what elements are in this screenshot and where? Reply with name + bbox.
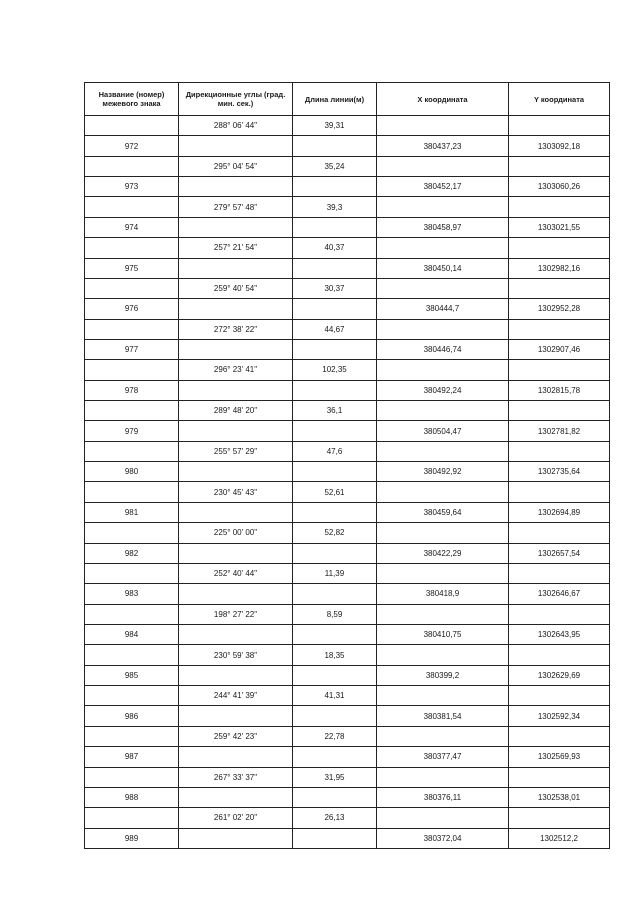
y-coordinate-cell: 1302907,46 — [509, 339, 610, 359]
x-coordinate-cell: 380422,29 — [377, 543, 509, 563]
empty-cell — [293, 136, 377, 156]
y-coordinate-cell: 1303092,18 — [509, 136, 610, 156]
x-coordinate-cell: 380410,75 — [377, 624, 509, 644]
x-coordinate-cell: 380504,47 — [377, 421, 509, 441]
length-cell: 11,39 — [293, 563, 377, 583]
empty-cell — [293, 543, 377, 563]
empty-cell — [293, 706, 377, 726]
length-cell: 41,31 — [293, 686, 377, 706]
point-row — [85, 136, 610, 156]
empty-cell — [293, 217, 377, 237]
point-row — [85, 299, 610, 319]
point-row — [85, 421, 610, 441]
segment-row — [85, 808, 610, 828]
x-coordinate-cell: 380452,17 — [377, 177, 509, 197]
point-name-cell: 982 — [85, 543, 179, 563]
empty-cell — [179, 706, 293, 726]
angle-cell: 230° 59' 38" — [179, 645, 293, 665]
point-row — [85, 339, 610, 359]
angle-cell: 257° 21' 54" — [179, 238, 293, 258]
empty-cell — [179, 217, 293, 237]
point-row — [85, 828, 610, 848]
empty-cell — [85, 767, 179, 787]
point-name-cell: 980 — [85, 462, 179, 482]
point-name-cell: 986 — [85, 706, 179, 726]
empty-cell — [293, 462, 377, 482]
length-cell: 8,59 — [293, 604, 377, 624]
y-coordinate-cell: 1302643,95 — [509, 624, 610, 644]
empty-cell — [293, 787, 377, 807]
segment-row — [85, 319, 610, 339]
x-coordinate-cell: 380381,54 — [377, 706, 509, 726]
point-row — [85, 543, 610, 563]
x-coordinate-cell: 380372,04 — [377, 828, 509, 848]
point-name-cell: 973 — [85, 177, 179, 197]
empty-cell — [509, 197, 610, 217]
empty-cell — [293, 258, 377, 278]
empty-cell — [293, 624, 377, 644]
point-row — [85, 258, 610, 278]
angle-cell: 259° 40' 54" — [179, 278, 293, 298]
y-coordinate-cell: 1303060,26 — [509, 177, 610, 197]
empty-cell — [377, 319, 509, 339]
length-cell: 31,95 — [293, 767, 377, 787]
empty-cell — [509, 319, 610, 339]
length-cell: 44,67 — [293, 319, 377, 339]
boundary-coordinates-table — [84, 82, 610, 849]
segment-row — [85, 156, 610, 176]
empty-cell — [179, 543, 293, 563]
angle-cell: 252° 40' 44" — [179, 563, 293, 583]
empty-cell — [377, 482, 509, 502]
point-row — [85, 787, 610, 807]
segment-row — [85, 482, 610, 502]
y-coordinate-cell: 1302982,16 — [509, 258, 610, 278]
empty-cell — [293, 747, 377, 767]
y-coordinate-cell: 1302657,54 — [509, 543, 610, 563]
header-x-coordinate: X координата — [377, 83, 509, 116]
angle-cell: 198° 27' 22" — [179, 604, 293, 624]
angle-cell: 244° 41' 39" — [179, 686, 293, 706]
angle-cell: 272° 38' 22" — [179, 319, 293, 339]
x-coordinate-cell: 380446,74 — [377, 339, 509, 359]
segment-row — [85, 767, 610, 787]
empty-cell — [377, 156, 509, 176]
empty-cell — [377, 116, 509, 136]
empty-cell — [377, 808, 509, 828]
empty-cell — [293, 421, 377, 441]
empty-cell — [509, 645, 610, 665]
point-row — [85, 706, 610, 726]
empty-cell — [377, 401, 509, 421]
point-name-cell: 983 — [85, 584, 179, 604]
segment-row — [85, 401, 610, 421]
empty-cell — [509, 686, 610, 706]
segment-row — [85, 686, 610, 706]
empty-cell — [509, 441, 610, 461]
y-coordinate-cell: 1302735,64 — [509, 462, 610, 482]
empty-cell — [377, 686, 509, 706]
empty-cell — [179, 747, 293, 767]
empty-cell — [293, 177, 377, 197]
empty-cell — [293, 665, 377, 685]
header-line-length: Длина линии(м) — [293, 83, 377, 116]
empty-cell — [179, 665, 293, 685]
x-coordinate-cell: 380377,47 — [377, 747, 509, 767]
empty-cell — [509, 482, 610, 502]
y-coordinate-cell: 1302694,89 — [509, 502, 610, 522]
empty-cell — [377, 604, 509, 624]
header-y-coordinate: Y координата — [509, 83, 610, 116]
angle-cell: 261° 02' 20" — [179, 808, 293, 828]
point-row — [85, 584, 610, 604]
empty-cell — [293, 299, 377, 319]
point-name-cell: 974 — [85, 217, 179, 237]
segment-row — [85, 238, 610, 258]
point-name-cell: 976 — [85, 299, 179, 319]
empty-cell — [85, 563, 179, 583]
length-cell: 36,1 — [293, 401, 377, 421]
point-name-cell: 981 — [85, 502, 179, 522]
y-coordinate-cell: 1302592,34 — [509, 706, 610, 726]
y-coordinate-cell: 1302538,01 — [509, 787, 610, 807]
empty-cell — [293, 339, 377, 359]
segment-row — [85, 360, 610, 380]
y-coordinate-cell: 1302646,67 — [509, 584, 610, 604]
point-row — [85, 217, 610, 237]
point-name-cell: 972 — [85, 136, 179, 156]
point-row — [85, 502, 610, 522]
empty-cell — [377, 441, 509, 461]
segment-row — [85, 441, 610, 461]
header-point-name: Название (номер) межевого знака — [85, 83, 179, 116]
empty-cell — [179, 462, 293, 482]
segment-row — [85, 563, 610, 583]
y-coordinate-cell: 1302815,78 — [509, 380, 610, 400]
length-cell: 40,37 — [293, 238, 377, 258]
angle-cell: 279° 57' 48" — [179, 197, 293, 217]
empty-cell — [377, 523, 509, 543]
empty-cell — [179, 502, 293, 522]
point-name-cell: 988 — [85, 787, 179, 807]
x-coordinate-cell: 380450,14 — [377, 258, 509, 278]
point-name-cell: 979 — [85, 421, 179, 441]
y-coordinate-cell: 1302781,82 — [509, 421, 610, 441]
point-row — [85, 665, 610, 685]
empty-cell — [85, 523, 179, 543]
empty-cell — [85, 116, 179, 136]
empty-cell — [85, 360, 179, 380]
header-direction-angle: Дирекционные углы (град. мин. сек.) — [179, 83, 293, 116]
length-cell: 52,82 — [293, 523, 377, 543]
length-cell: 26,13 — [293, 808, 377, 828]
segment-row — [85, 604, 610, 624]
length-cell: 39,3 — [293, 197, 377, 217]
empty-cell — [85, 808, 179, 828]
empty-cell — [509, 767, 610, 787]
y-coordinate-cell: 1303021,55 — [509, 217, 610, 237]
empty-cell — [85, 278, 179, 298]
empty-cell — [85, 482, 179, 502]
x-coordinate-cell: 380418,9 — [377, 584, 509, 604]
empty-cell — [293, 502, 377, 522]
length-cell: 30,37 — [293, 278, 377, 298]
angle-cell: 289° 48' 20" — [179, 401, 293, 421]
empty-cell — [179, 136, 293, 156]
empty-cell — [85, 401, 179, 421]
empty-cell — [377, 197, 509, 217]
angle-cell: 225° 00' 00" — [179, 523, 293, 543]
empty-cell — [179, 258, 293, 278]
angle-cell: 230° 45' 43" — [179, 482, 293, 502]
point-row — [85, 380, 610, 400]
length-cell: 52,61 — [293, 482, 377, 502]
empty-cell — [85, 441, 179, 461]
empty-cell — [509, 523, 610, 543]
length-cell: 22,78 — [293, 726, 377, 746]
x-coordinate-cell: 380458,97 — [377, 217, 509, 237]
empty-cell — [85, 238, 179, 258]
point-name-cell: 984 — [85, 624, 179, 644]
point-row — [85, 177, 610, 197]
empty-cell — [179, 584, 293, 604]
empty-cell — [509, 563, 610, 583]
length-cell: 102,35 — [293, 360, 377, 380]
x-coordinate-cell: 380492,24 — [377, 380, 509, 400]
empty-cell — [509, 360, 610, 380]
x-coordinate-cell: 380444,7 — [377, 299, 509, 319]
empty-cell — [509, 238, 610, 258]
empty-cell — [509, 808, 610, 828]
angle-cell: 296° 23' 41" — [179, 360, 293, 380]
table-body — [85, 116, 610, 849]
point-name-cell: 989 — [85, 828, 179, 848]
point-name-cell: 975 — [85, 258, 179, 278]
empty-cell — [509, 604, 610, 624]
point-name-cell: 987 — [85, 747, 179, 767]
empty-cell — [509, 156, 610, 176]
y-coordinate-cell: 1302512,2 — [509, 828, 610, 848]
empty-cell — [293, 380, 377, 400]
segment-row — [85, 116, 610, 136]
x-coordinate-cell: 380492,92 — [377, 462, 509, 482]
empty-cell — [377, 767, 509, 787]
point-row — [85, 462, 610, 482]
empty-cell — [377, 563, 509, 583]
x-coordinate-cell: 380399,2 — [377, 665, 509, 685]
length-cell: 35,24 — [293, 156, 377, 176]
empty-cell — [179, 624, 293, 644]
segment-row — [85, 726, 610, 746]
segment-row — [85, 645, 610, 665]
empty-cell — [179, 177, 293, 197]
empty-cell — [509, 726, 610, 746]
empty-cell — [377, 726, 509, 746]
length-cell: 18,35 — [293, 645, 377, 665]
length-cell: 47,6 — [293, 441, 377, 461]
x-coordinate-cell: 380376,11 — [377, 787, 509, 807]
empty-cell — [179, 828, 293, 848]
empty-cell — [293, 828, 377, 848]
y-coordinate-cell: 1302629,69 — [509, 665, 610, 685]
empty-cell — [85, 645, 179, 665]
point-name-cell: 977 — [85, 339, 179, 359]
empty-cell — [85, 319, 179, 339]
segment-row — [85, 278, 610, 298]
point-row — [85, 624, 610, 644]
empty-cell — [377, 238, 509, 258]
point-row — [85, 747, 610, 767]
empty-cell — [377, 278, 509, 298]
angle-cell: 295° 04' 54" — [179, 156, 293, 176]
empty-cell — [509, 401, 610, 421]
empty-cell — [85, 686, 179, 706]
empty-cell — [179, 339, 293, 359]
empty-cell — [293, 584, 377, 604]
empty-cell — [179, 421, 293, 441]
length-cell: 39,31 — [293, 116, 377, 136]
x-coordinate-cell: 380437,23 — [377, 136, 509, 156]
empty-cell — [85, 726, 179, 746]
segment-row — [85, 197, 610, 217]
angle-cell: 288° 06' 44" — [179, 116, 293, 136]
empty-cell — [85, 156, 179, 176]
empty-cell — [85, 197, 179, 217]
segment-row — [85, 523, 610, 543]
empty-cell — [377, 645, 509, 665]
angle-cell: 267° 33' 37" — [179, 767, 293, 787]
point-name-cell: 985 — [85, 665, 179, 685]
empty-cell — [509, 278, 610, 298]
y-coordinate-cell: 1302952,28 — [509, 299, 610, 319]
y-coordinate-cell: 1302569,93 — [509, 747, 610, 767]
table-header-row — [85, 83, 610, 116]
point-name-cell: 978 — [85, 380, 179, 400]
angle-cell: 259° 42' 23" — [179, 726, 293, 746]
angle-cell: 255° 57' 29" — [179, 441, 293, 461]
empty-cell — [179, 380, 293, 400]
empty-cell — [179, 787, 293, 807]
empty-cell — [179, 299, 293, 319]
empty-cell — [85, 604, 179, 624]
empty-cell — [377, 360, 509, 380]
empty-cell — [509, 116, 610, 136]
x-coordinate-cell: 380459,64 — [377, 502, 509, 522]
